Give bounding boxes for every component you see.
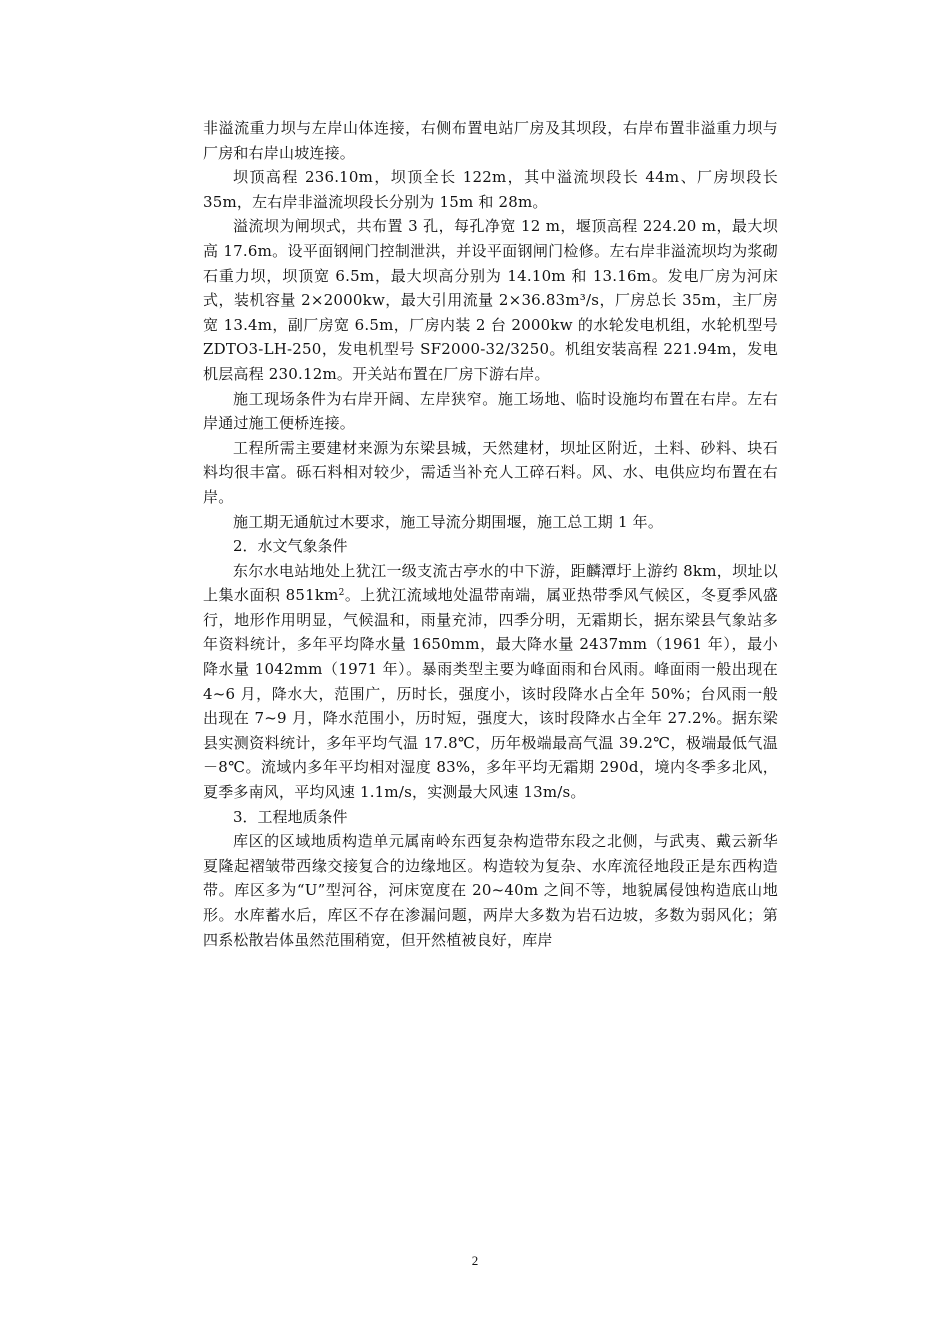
- superscript-squared: 2: [338, 588, 345, 599]
- document-body: [203, 116, 778, 952]
- paragraph-construction-schedule: 施工期无通航过木要求，施工导流分期围堰，施工总工期 1 年。: [233, 512, 664, 531]
- section-heading-geology: 3．工程地质条件: [233, 807, 348, 826]
- paragraph-dam-crest: 坝顶高程 236.10m，坝顶全长 122m，其中溢流坝段长 44m、厂房坝段长 35m，左右岸非溢流坝段长分别为 15m 和 28m。: [203, 168, 778, 211]
- paragraph-building-materials: 工程所需主要建材来源为东梁县城，天然建材，坝址区附近，土料、砂料、块石料均很丰富。砾石料相对较少，需适当补充人工碎石料。风、水、电供应均布置在右岸。: [203, 438, 778, 506]
- paragraph-dam-layout: 非溢流重力坝与左岸山体连接，右侧布置电站厂房及其坝段，右岸布置非溢重力坝与厂房和右岸山坡连接。: [203, 119, 778, 162]
- section-heading-hydrology: 2．水文气象条件: [233, 537, 348, 556]
- hydrology-text-after: 。上犹江流域地处温带南端，属亚热带季风气候区，冬夏季风盛行，地形作用明显，气候温和，雨量充沛，四季分明，无霜期长，据东梁县气象站多年资料统计，多年平均降水量 1650mm，最大降水量 2437mm（1961 年），最小降水量 1042mm（1971 年）。暴雨类型主要为峰面雨和台风雨。峰面雨一般出现在 4~6 月，降水大，范围广，历时长，强度小，该时段降水占全年 50%；台风雨一般出现在 7~9 月，降水范围小，历时短，强度大，该时段降水占全年 27.2%。据东梁县实测资料统计，多年平均气温 17.8℃，历年极端最高气温 39.2℃，极端最低气温－8℃。流域内多年平均相对湿度 83%，多年平均无霜期 290d，境内冬季多北风，夏季多南风，平均风速 1.1m/s，实测最大风速 13m/s。: [203, 586, 778, 802]
- page-number: 2: [471, 1253, 479, 1268]
- paragraph-hydrology-climate: [203, 559, 778, 805]
- paragraph-geology: 库区的区域地质构造单元属南岭东西复杂构造带东段之北侧，与武夷、戴云新华夏隆起褶皱带西缘交接复合的边缘地区。构造较为复杂、水库流径地段正是东西构造带。库区多为“U”型河谷，河床宽度在 20~40m 之间不等，地貌属侵蚀构造底山地形。水库蓄水后，库区不存在渗漏问题，两岸大多数为岩石边坡，多数为弱风化；第四系松散岩体虽然范围稍宽，但开然植被良好，库岸: [203, 832, 778, 949]
- paragraph-construction-site: 施工现场条件为右岸开阔、左岸狭窄。施工场地、临时设施均布置在右岸。左右岸通过施工便桥连接。: [203, 389, 778, 433]
- paragraph-spillway-powerhouse: 溢流坝为闸坝式，共布置 3 孔，每孔净宽 12 m，堰顶高程 224.20 m，最大坝高 17.6m。设平面钢闸门控制泄洪，并设平面钢闸门检修。左右岸非溢流坝均为浆砌石重力坝，坝顶宽 6.5m，最大坝高分别为 14.10m 和 13.16m。发电厂房为河床式，装机容量 2×2000kw，最大引用流量 2×36.83m³/s，厂房总长 35m，主厂房宽 13.4m，副厂房宽 6.5m，厂房内装 2 台 2000kw 的水轮发电机组，水轮机型号 ZDTO3-LH-250，发电机型号 SF2000-32/3250。机组安装高程 221.94m，发电机层高程 230.12m。开关站布置在厂房下游右岸。: [203, 217, 778, 383]
- hydrology-text-before: 东尔水电站地处上犹江一级支流古亭水的中下游，距麟潭圩上游约 8km，坝址以上集水面积 851km: [203, 561, 778, 605]
